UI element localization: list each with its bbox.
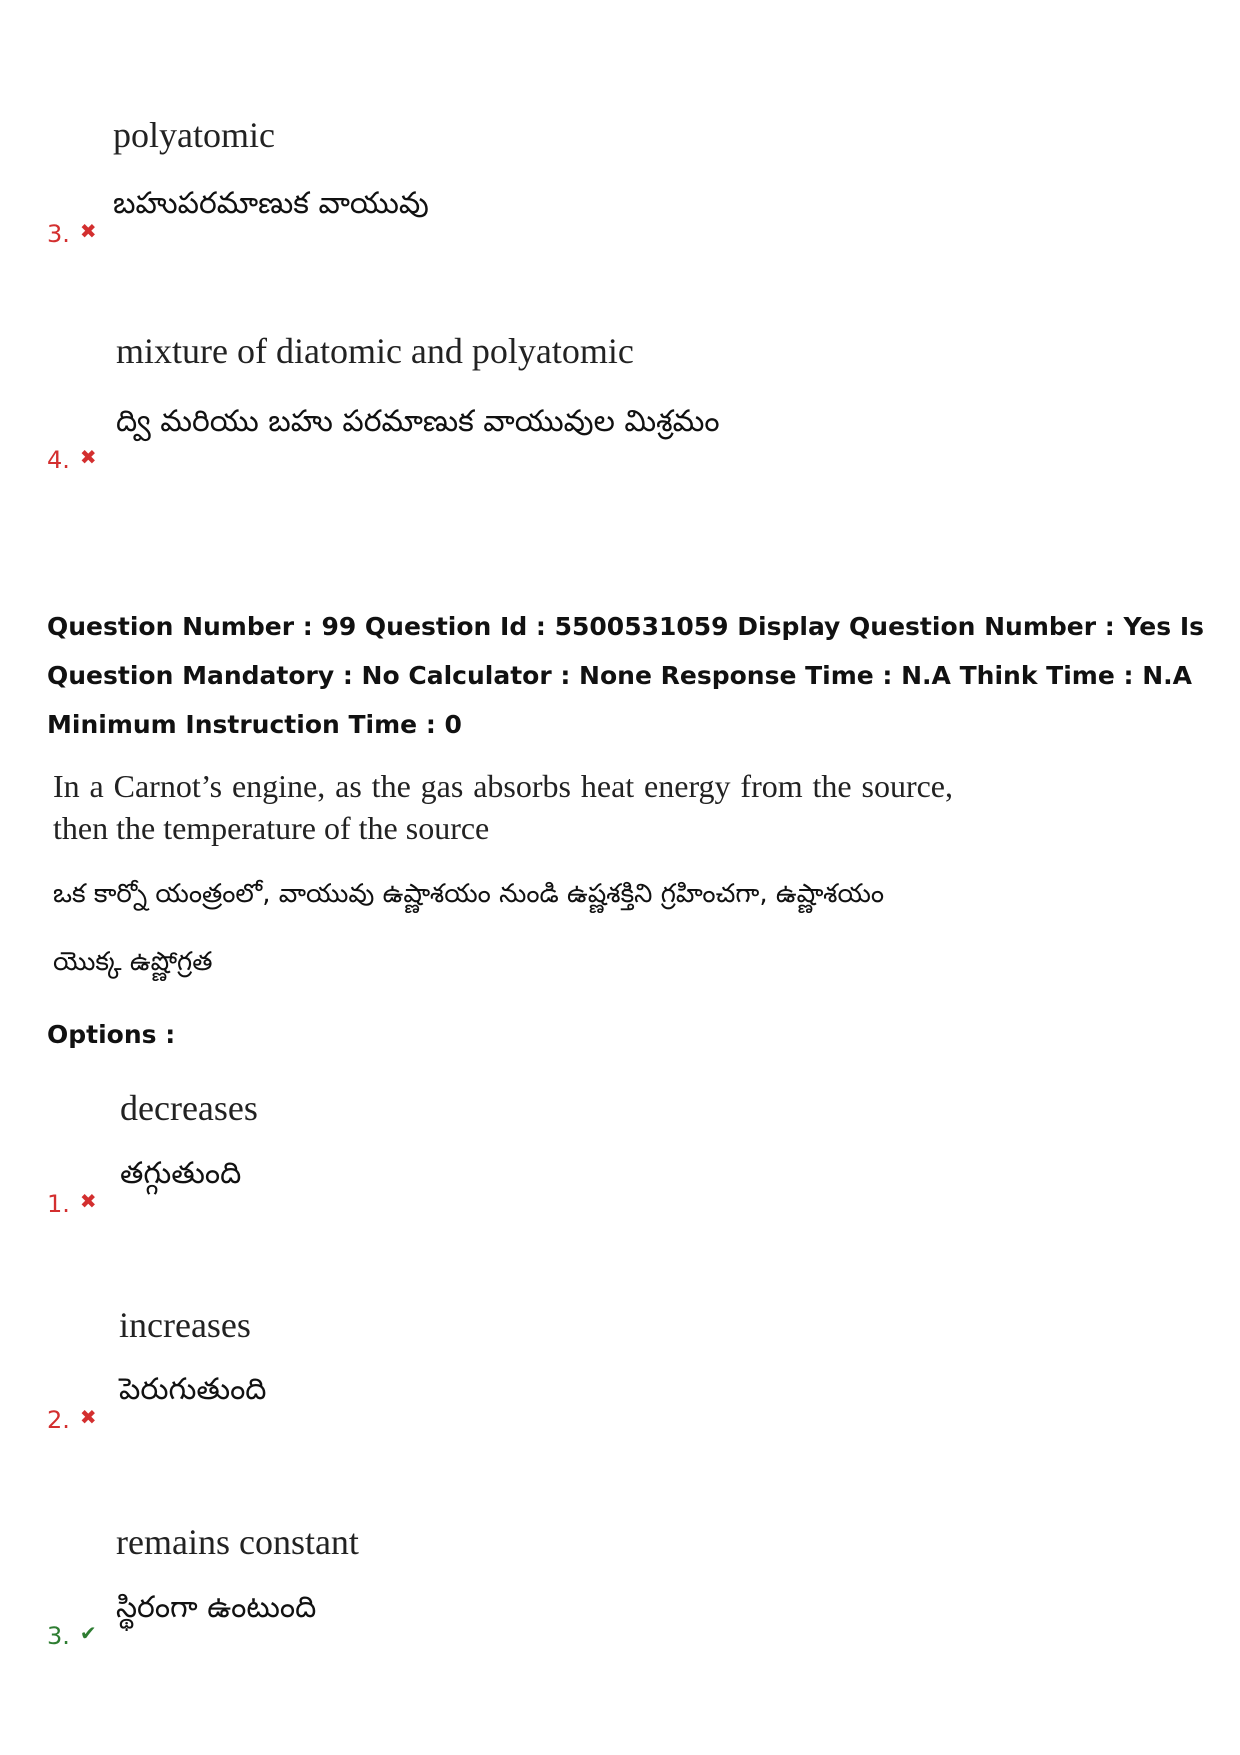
cross-icon: ✖ <box>79 1189 97 1213</box>
option-2-english: increases <box>119 1305 251 1345</box>
options-label: Options : <box>47 1020 176 1049</box>
question-meta: Question Number : 99 Question Id : 5500531059 Display Question Number : Yes Is Question Mandatory : No Calculator : None Response Time : N.A Think Time : N.A Minimum Instruction Time : 0 <box>47 612 1205 739</box>
option-2-number: 2. ✖ <box>47 1405 97 1434</box>
prev-option-3-telugu: బహుపరమాణుక వాయువు <box>113 186 429 221</box>
option-1-number: 1. ✖ <box>47 1189 97 1218</box>
option-1-telugu: తగ్గుతుంది <box>120 1156 242 1191</box>
cross-icon: ✖ <box>79 445 97 469</box>
question-english: In a Carnot’s engine, as the gas absorbs heat energy from the source, then the temperature of the source <box>53 768 953 846</box>
prev-option-3-number: 3. ✖ <box>47 219 97 248</box>
prev-option-4-number: 4. ✖ <box>47 445 97 474</box>
cross-icon: ✖ <box>79 219 97 243</box>
prev-option-3-english: polyatomic <box>113 115 275 155</box>
option-1-english: decreases <box>120 1088 258 1128</box>
cross-icon: ✖ <box>79 1405 97 1429</box>
prev-option-4-telugu: ద్వి మరియు బహు పరమాణుక వాయువుల మిశ్రమం <box>116 404 720 439</box>
check-icon: ✔ <box>79 1621 97 1645</box>
option-3-number: 3. ✔ <box>47 1621 97 1650</box>
option-2-telugu: పెరుగుతుంది <box>119 1372 267 1407</box>
option-3-english: remains constant <box>116 1522 359 1562</box>
question-telugu: ఒక కార్నో యంత్రంలో, వాయువు ఉష్ణాశయం నుండి ఉష్ణశక్తిని గ్రహించగా, ఉష్ణాశయం యొక్క ఉష్ణోగ్రత <box>53 879 885 977</box>
prev-option-4-english: mixture of diatomic and polyatomic <box>116 331 634 371</box>
option-3-telugu: స్థిరంగా ఉంటుంది <box>116 1590 317 1625</box>
